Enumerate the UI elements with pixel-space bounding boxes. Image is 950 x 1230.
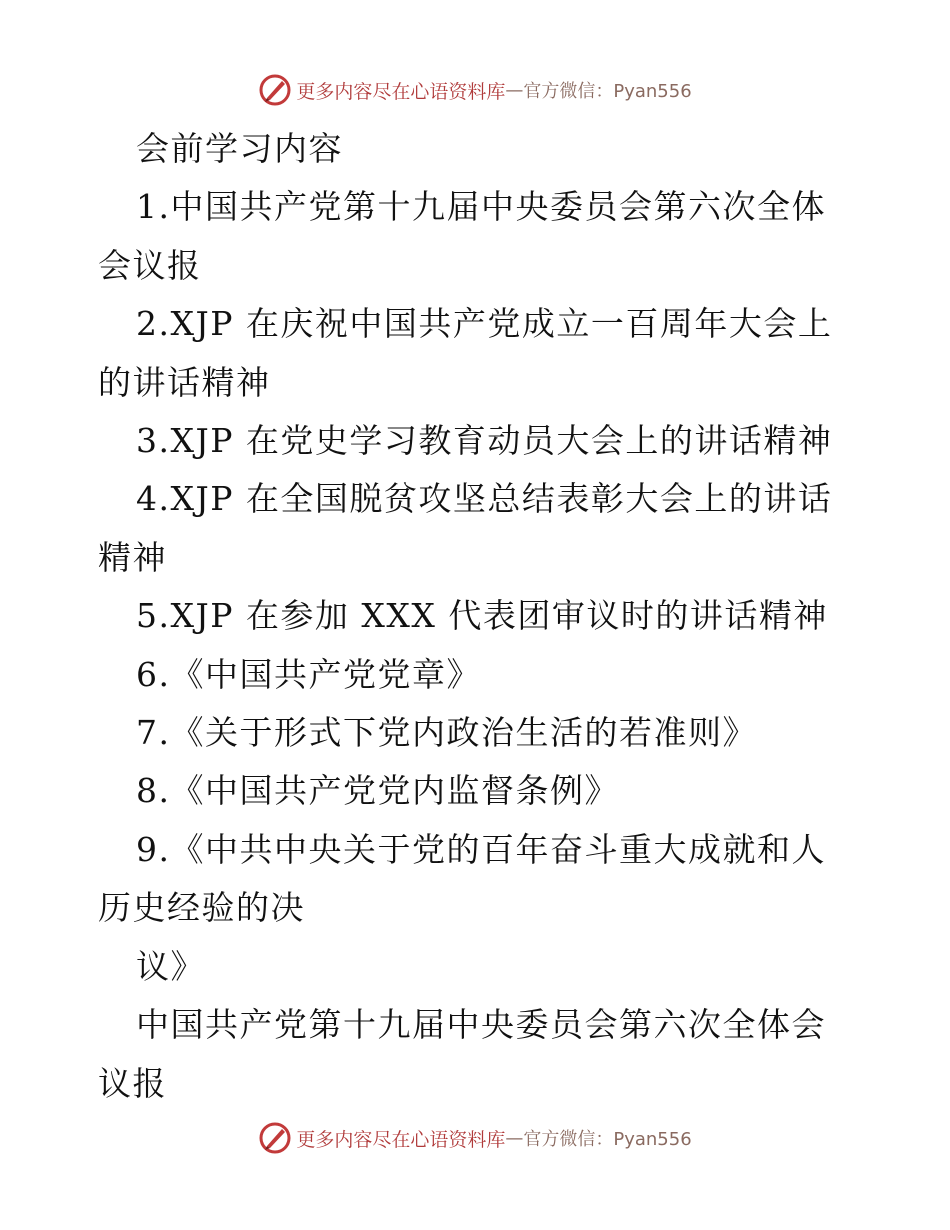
list-item-7: 7.《关于形式下党内政治生活的若准则》 xyxy=(136,713,757,753)
watermark-dash: — xyxy=(505,1127,524,1149)
watermark-text: 更多内容尽在心语资料库 xyxy=(296,1128,506,1151)
document-heading: 会前学习内容 xyxy=(136,129,343,168)
header-watermark xyxy=(0,70,950,110)
footer-watermark xyxy=(0,1118,950,1158)
list-item-9-continuation: 议》 xyxy=(136,946,205,986)
list-item-2: 2.XJP 在庆祝中国共产党成立一百周年大会上的讲话精神 xyxy=(98,304,833,402)
list-item-1: 1.中国共产党第十九届中央委员会第六次全体会议报 xyxy=(98,187,826,285)
watermark-text: 更多内容尽在心语资料库 xyxy=(296,80,506,103)
watermark-wechat: 官方微信：Pyan556 xyxy=(523,1129,692,1150)
section-title: 中国共产党第十九届中央委员会第六次全体会议报 xyxy=(98,1005,826,1103)
document-body xyxy=(98,120,858,1113)
watermark-wechat: 官方微信：Pyan556 xyxy=(523,81,692,102)
list-item-4: 4.XJP 在全国脱贫攻坚总结表彰大会上的讲话精神 xyxy=(98,479,833,577)
list-item-8: 8.《中国共产党党内监督条例》 xyxy=(136,771,619,811)
list-item-6: 6.《中国共产党党章》 xyxy=(136,654,481,694)
list-item-3: 3.XJP 在党史学习教育动员大会上的讲话精神 xyxy=(136,421,833,461)
list-item-5: 5.XJP 在参加 XXX 代表团审议时的讲话精神 xyxy=(136,596,828,636)
pen-logo-icon xyxy=(258,1121,292,1155)
list-item-9: 9.《中共中央关于党的百年奋斗重大成就和人历史经验的决 xyxy=(98,829,826,928)
watermark-dash: — xyxy=(505,79,524,101)
pen-logo-icon xyxy=(258,73,292,107)
